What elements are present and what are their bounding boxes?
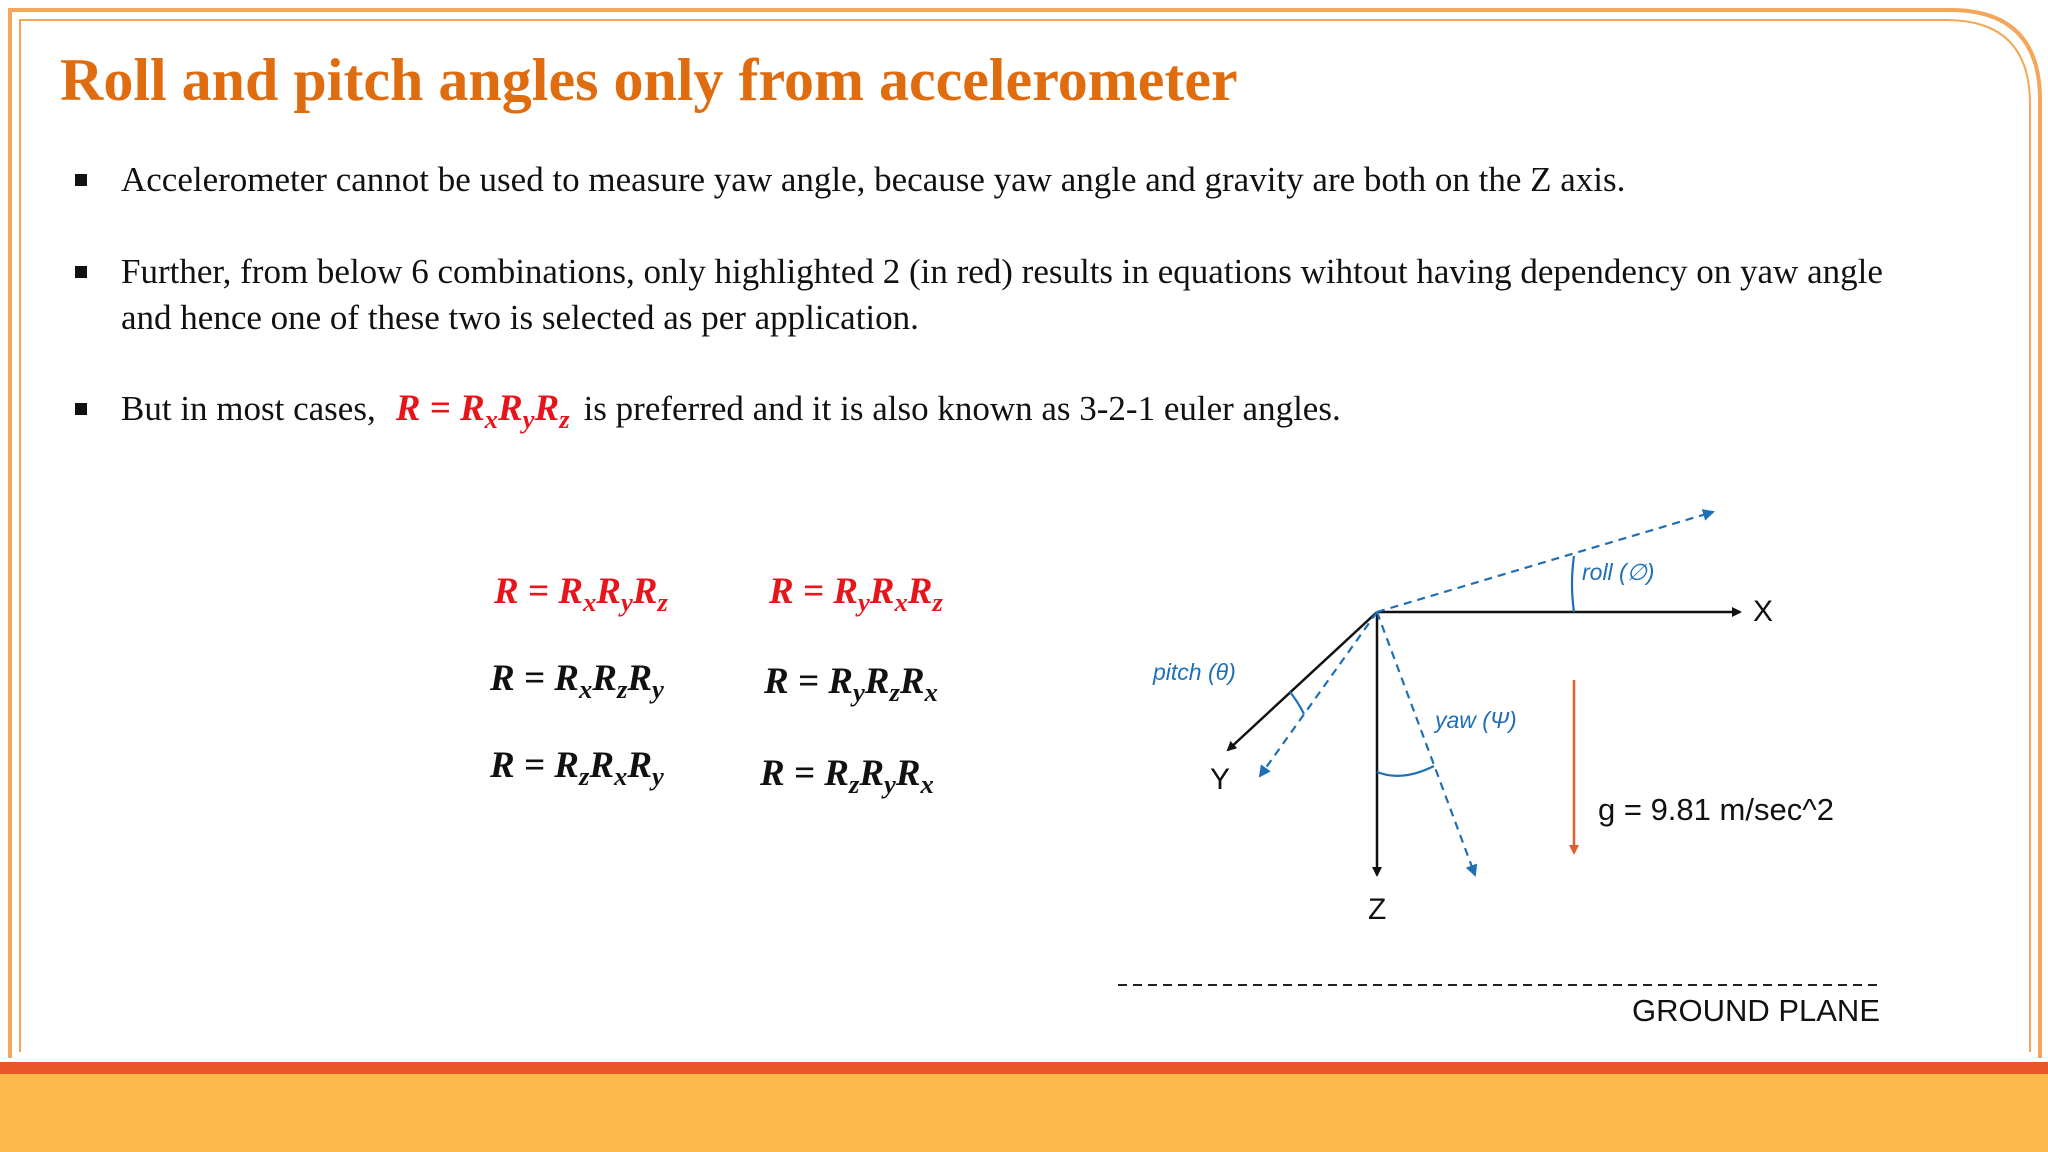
rotated-y-axis-line [1260,612,1377,776]
yaw-label: yaw (Ψ) [1435,707,1517,733]
pitch-label: pitch (θ) [1153,659,1236,685]
bullet-suffix: is preferred and it is also known as 3-2-1 euler angles. [583,389,1341,428]
combination-equation: $R = R_xR_yR_z$ [494,571,668,617]
bullet-prefix: But in most cases, [121,389,376,428]
roll-label: roll (∅) [1582,559,1655,585]
slide-title: Roll and pitch angles only from accelerometer [60,47,1238,113]
x-axis-label: X [1753,595,1774,628]
combination-equation: $R = R_zR_xR_y$ [490,745,664,791]
inline-equation: $R = R_xR_yR_z$ [395,388,570,434]
rotated-x-axis-line [1377,512,1713,612]
combination-equation: $R = R_zR_yR_x$ [760,753,934,799]
combination-equation: $R = R_yR_zR_x$ [764,661,938,707]
y-axis-label: Y [1210,763,1231,796]
roll-arc [1572,556,1574,612]
bullet-text: Further, from below 6 combinations, only highlighted 2 (in red) results in equations wihtout having dependency on yaw angle and hence one of these two is selected as per application. [121,252,1883,337]
combination-equation: $R = R_xR_zR_y$ [490,658,664,704]
yaw-arc [1377,766,1434,776]
rotated-z-axis-line [1377,612,1475,875]
pitch-arc [1290,692,1304,714]
ground-plane-label: GROUND PLANE [1631,993,1880,1028]
bullet-text: Accelerometer cannot be used to measure yaw angle, because yaw angle and gravity are both on the Z axis. [121,160,1626,199]
y-axis-line [1228,612,1377,750]
combination-equation: $R = R_yR_xR_z$ [769,571,943,617]
gravity-label: g = 9.81 m/sec^2 [1598,792,1834,827]
z-axis-label: Z [1368,893,1387,926]
